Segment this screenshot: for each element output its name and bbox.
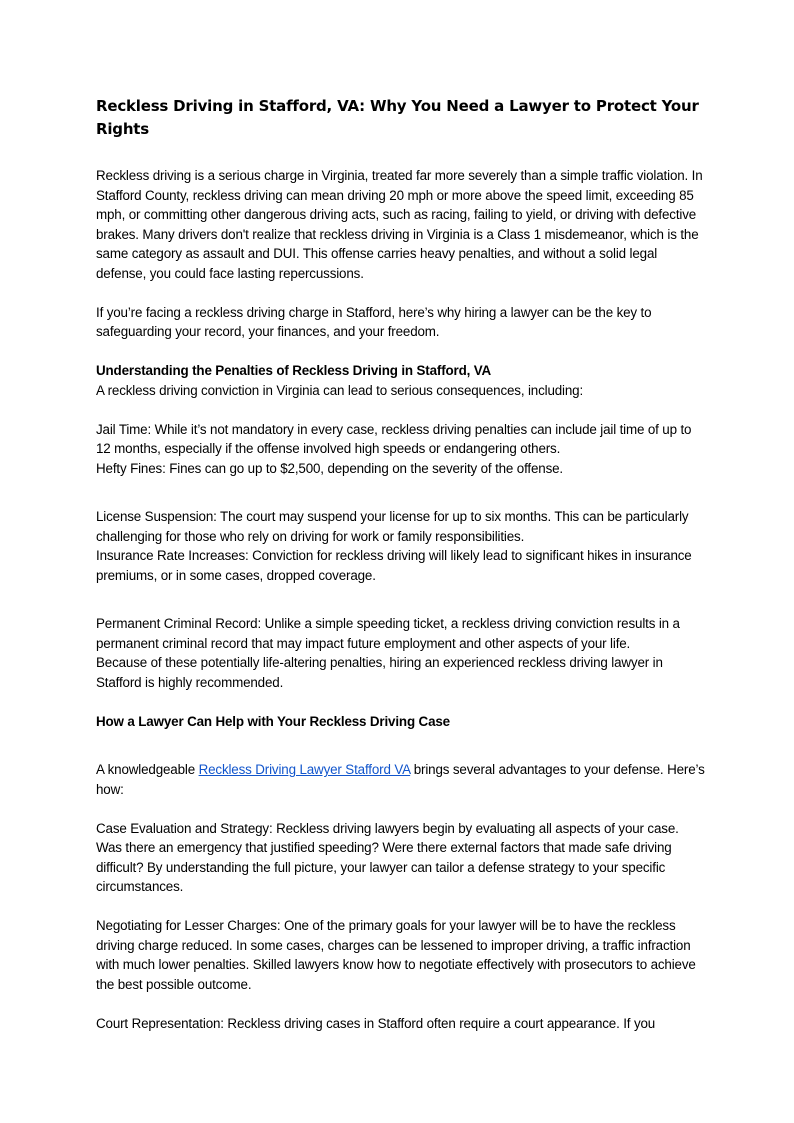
penalty-jail-time: Jail Time: While it’s not mandatory in every case, reckless driving penalties can include jail time of up to 12 months, especially if the offense involved high speeds or endangering others. xyxy=(96,421,692,456)
penalties-heading: Understanding the Penalties of Reckless Driving in Stafford, VA xyxy=(96,363,492,378)
lawyer-link[interactable]: Reckless Driving Lawyer Stafford VA xyxy=(198,762,411,777)
penalties-lead: A reckless driving conviction in Virginia can lead to serious consequences, including: xyxy=(96,382,584,398)
penalty-insurance: Insurance Rate Increases: Conviction for reckless driving will likely lead to significant hikes in insurance premiums, or in some cases, dropped coverage. xyxy=(96,548,692,583)
lawyer-help-intro xyxy=(96,760,706,799)
page-title: Reckless Driving in Stafford, VA: Why You Need a Lawyer to Protect Your Rights xyxy=(96,97,699,138)
intro-paragraph: Reckless driving is a serious charge in Virginia, treated far more severely than a simple traffic violation. In Stafford County, reckless driving can mean driving 20 mph or more above the speed limit, exceeding 85 mph, or committing other dangerous driving acts, such as racing, failing to yield, or driving with defective brakes. Many drivers don't realize that reckless driving in Virginia is a Class 1 misdemeanor, which is the same category as assault and DUI. This offense carries heavy penalties, and without a solid legal defense, you could face lasting repercussions. xyxy=(96,168,703,281)
lawyer-help-heading: How a Lawyer Can Help with Your Reckless Driving Case xyxy=(96,713,450,729)
penalty-fines: Hefty Fines: Fines can go up to $2,500, depending on the severity of the offense. xyxy=(96,460,564,476)
penalty-criminal-record: Permanent Criminal Record: Unlike a simple speeding ticket, a reckless driving conviction results in a permanent criminal record that may impact future employment and other aspects of your life. xyxy=(96,616,680,651)
intro-paragraph-2: If you’re facing a reckless driving charge in Stafford, here’s why hiring a lawyer can be the key to safeguarding your record, your finances, and your freedom. xyxy=(96,304,652,339)
document-page xyxy=(96,95,706,1033)
case-evaluation-paragraph: Case Evaluation and Strategy: Reckless driving lawyers begin by evaluating all aspects of your case. Was there an emergency that justified speeding? Were there external factors that made safe driving difficult? By understanding the full picture, your lawyer can tailor a defense strategy to your specific circumstances. xyxy=(96,820,679,894)
lawyer-help-intro-end: brings several advantages to your defense. Here’s how: xyxy=(96,762,705,797)
lawyer-help-intro-start: A knowledgeable xyxy=(96,762,199,777)
penalties-recommendation: Because of these potentially life-altering penalties, hiring an experienced reckless driving lawyer in Stafford is highly recommended. xyxy=(96,655,663,690)
negotiating-paragraph: Negotiating for Lesser Charges: One of the primary goals for your lawyer will be to have the reckless driving charge reduced. In some cases, charges can be lessened to improper driving, a traffic infraction with much lower penalties. Skilled lawyers know how to negotiate effectively with prosecutors to achieve the best possible outcome. xyxy=(96,918,696,992)
court-representation-paragraph: Court Representation: Reckless driving cases in Stafford often require a court appearance. If you xyxy=(96,1015,656,1031)
penalty-license-suspension: License Suspension: The court may suspend your license for up to six months. This can be particularly challenging for those who rely on driving for work or family responsibilities. xyxy=(96,509,689,544)
